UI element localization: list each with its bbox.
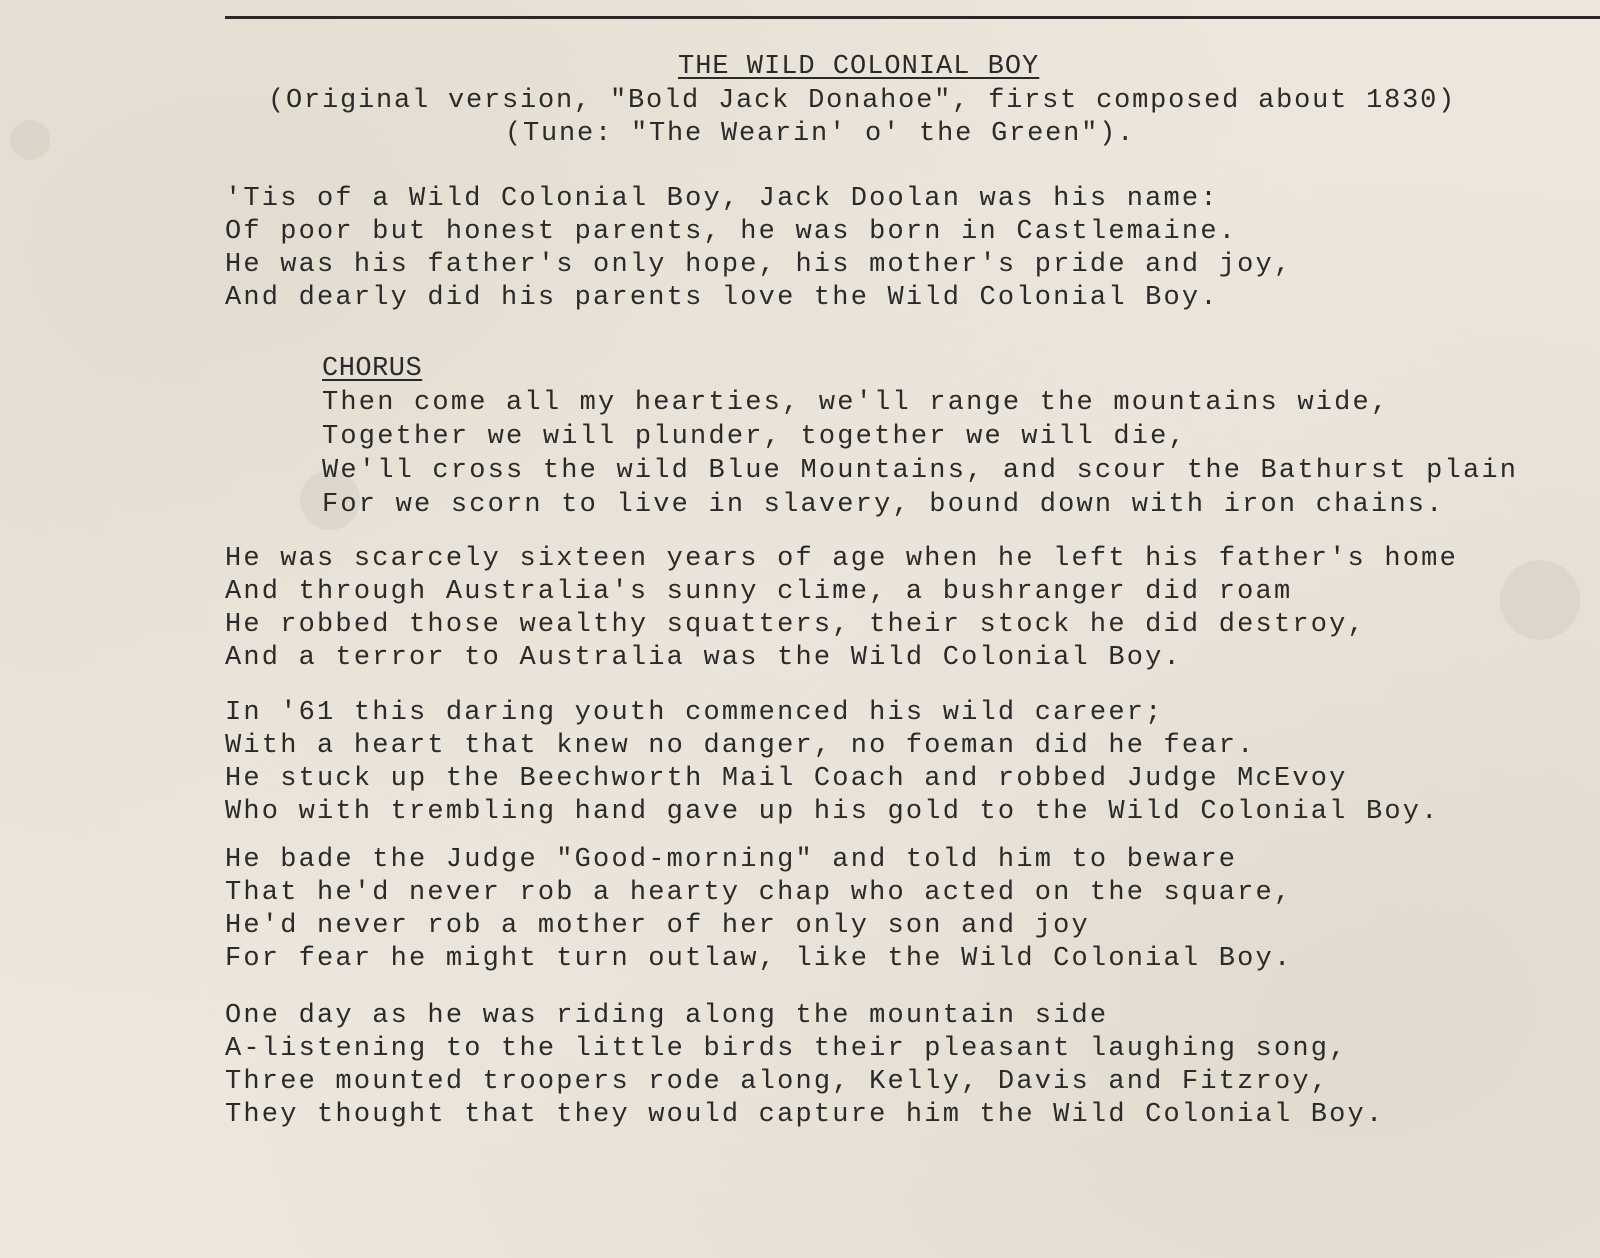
- verse-line: Of poor but honest parents, he was born in Castlemaine.: [225, 217, 1238, 247]
- verse-line: He stuck up the Beechworth Mail Coach and robbed Judge McEvoy: [225, 764, 1348, 794]
- verse-line: And through Australia's sunny clime, a bushranger did roam: [225, 577, 1293, 607]
- verse-line: He'd never rob a mother of her only son and joy: [225, 911, 1090, 941]
- verse-3: [225, 697, 1440, 829]
- paper-stain: [1500, 560, 1580, 640]
- verse-2: [225, 543, 1458, 675]
- song-subtitle: (Original version, "Bold Jack Donahoe", first composed about 1830): [268, 86, 1457, 116]
- verse-line: With a heart that knew no danger, no foeman did he fear.: [225, 731, 1256, 761]
- verse-line: They thought that they would capture him the Wild Colonial Boy.: [225, 1100, 1385, 1130]
- verse-line: And a terror to Australia was the Wild Colonial Boy.: [225, 643, 1182, 673]
- verse-line: And dearly did his parents love the Wild Colonial Boy.: [225, 283, 1219, 313]
- verse-line: He was scarcely sixteen years of age when he left his father's home: [225, 544, 1458, 574]
- chorus-label: CHORUS: [322, 354, 423, 384]
- verse-line: That he'd never rob a hearty chap who acted on the square,: [225, 878, 1293, 908]
- verse-line: In '61 this daring youth commenced his wild career;: [225, 698, 1164, 728]
- verse-line: He bade the Judge "Good-morning" and told him to beware: [225, 845, 1238, 875]
- chorus: [322, 352, 1518, 522]
- verse-line: For fear he might turn outlaw, like the Wild Colonial Boy.: [225, 944, 1293, 974]
- verse-line: He was his father's only hope, his mother's pride and joy,: [225, 250, 1293, 280]
- verse-line: Who with trembling hand gave up his gold to the Wild Colonial Boy.: [225, 797, 1440, 827]
- verse-1: [225, 183, 1292, 315]
- song-tune: (Tune: "The Wearin' o' the Green").: [505, 119, 1136, 149]
- verse-line: One day as he was riding along the mountain side: [225, 1001, 1109, 1031]
- verse-line: He robbed those wealthy squatters, their stock he did destroy,: [225, 610, 1366, 640]
- verse-line: 'Tis of a Wild Colonial Boy, Jack Doolan was his name:: [225, 184, 1219, 214]
- chorus-line: Together we will plunder, together we will die,: [322, 422, 1187, 452]
- verse-line: A-listening to the little birds their pleasant laughing song,: [225, 1034, 1348, 1064]
- chorus-line: We'll cross the wild Blue Mountains, and scour the Bathurst plain: [322, 456, 1519, 486]
- song-title: THE WILD COLONIAL BOY: [678, 52, 1040, 82]
- chorus-line: For we scorn to live in slavery, bound down with iron chains.: [322, 490, 1445, 520]
- verse-line: Three mounted troopers rode along, Kelly, Davis and Fitzroy,: [225, 1067, 1330, 1097]
- verse-5: [225, 1000, 1384, 1132]
- verse-4: [225, 844, 1292, 976]
- paper-stain: [10, 120, 50, 160]
- chorus-line: Then come all my hearties, we'll range the mountains wide,: [322, 388, 1390, 418]
- top-rule-divider: [225, 16, 1600, 19]
